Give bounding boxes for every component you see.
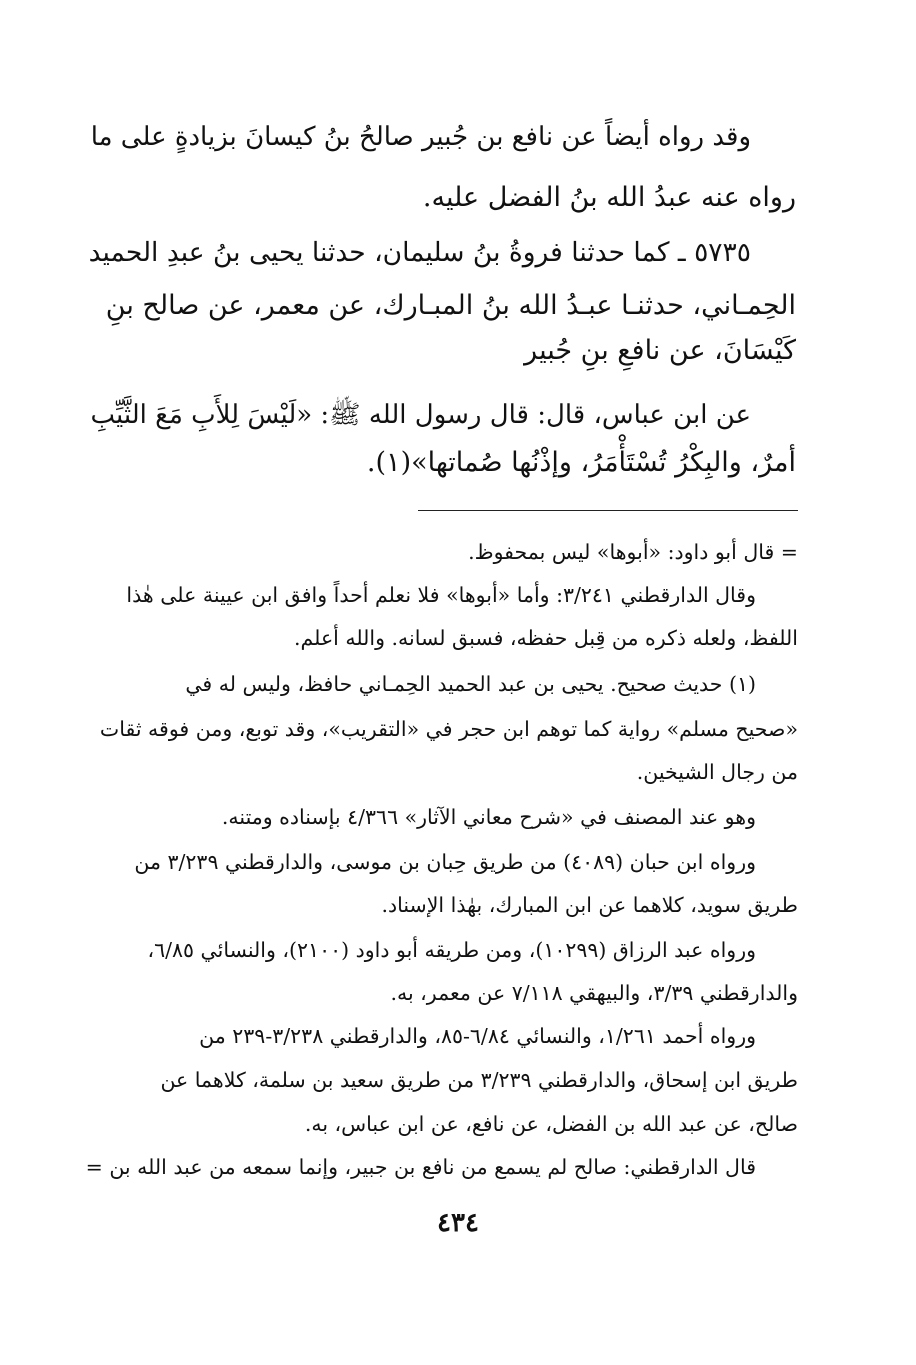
main-para1-line2: رواه عنه عبدُ الله بنُ الفضل عليه. — [422, 182, 796, 213]
footnote-1-line2: «صحيح مسلم» رواية كما توهم ابن حجر في «التقريب»، وقد توبع، ومن فوقه ثقات — [99, 717, 798, 741]
footnote-para5-line3: صالح، عن عبد الله بن الفضل، عن نافع، عن ابن عباس، به. — [304, 1112, 798, 1136]
main-para1-line1: وقد رواه أيضاً عن نافع بن جُبير صالحُ بنُ كيسانَ بزيادةٍ على ما — [90, 122, 751, 152]
footnote-continuation-2-line1: وقال الدارقطني ٣/٢٤١: وأما «أبوها» فلا نعلم أحداً وافق ابن عيينة على هٰذا — [126, 583, 756, 607]
hadith-isnad-line2: الحِمـاني، حدثنـا عبـدُ الله بنُ المبـارك، عن معمر، عن صالح بنِ — [105, 290, 796, 321]
footnote-para2: وهو عند المصنف في «شرح معاني الآثار» ٤/٣٦٦ بإسناده ومتنه. — [221, 805, 756, 829]
hadith-matn-line1: عن ابن عباس، قال: قال رسول الله ﷺ: «لَيْسَ لِلأَبِ مَعَ الثَّيِّبِ — [90, 400, 751, 430]
hadith-matn-line2: أمرٌ، والبِكْرُ تُسْتَأْمَرُ، وإذْنُها صُماتها»(١). — [366, 447, 796, 478]
footnote-para5-line1: ورواه أحمد ١/٢٦١، والنسائي ٦/٨٤-٨٥، والدارقطني ٣/٢٣٨-٢٣٩ من — [199, 1024, 756, 1048]
footnote-separator — [418, 510, 798, 511]
footnote-para3-line1: ورواه ابن حبان (٤٠٨٩) من طريق حِبان بن موسى، والدارقطني ٣/٢٣٩ من — [134, 850, 756, 874]
footnote-continuation-1: = قال أبو داود: «أبوها» ليس بمحفوظ. — [468, 540, 798, 564]
page-number: ٤٣٤ — [437, 1208, 479, 1238]
footnote-para4-line2: والدارقطني ٣/٣٩، والبيهقي ٧/١١٨ عن معمر، به. — [390, 981, 798, 1005]
footnote-para5-line2: طريق ابن إسحاق، والدارقطني ٣/٢٣٩ من طريق سعيد بن سلمة، كلاهما عن — [160, 1068, 798, 1092]
footnote-1-line1: (١) حديث صحيح. يحيى بن عبد الحميد الحِمـاني حافظ، وليس له في — [185, 672, 756, 696]
hadith-isnad-line3: كَيْسَانَ، عن نافعِ بنِ جُبير — [524, 335, 796, 366]
footnote-para3-line2: طريق سويد، كلاهما عن ابن المبارك، بهٰذا الإسناد. — [381, 893, 798, 917]
footnote-para6: قال الدارقطني: صالح لم يسمع من نافع بن جبير، وإنما سمعه من عبد الله بن = — [85, 1155, 756, 1179]
footnote-continuation-2-line2: اللفظ، ولعله ذكره من قِبل حفظه، فسبق لسانه. والله أعلم. — [294, 626, 798, 650]
hadith-isnad-line1: ٥٧٣٥ ـ كما حدثنا فروةُ بنُ سليمان، حدثنا يحيى بنُ عبدِ الحميد — [88, 237, 751, 268]
footnote-1-line3: من رجال الشيخين. — [636, 760, 798, 784]
footnote-para4-line1: ورواه عبد الرزاق (١٠٢٩٩)، ومن طريقه أبو داود (٢١٠٠)، والنسائي ٦/٨٥، — [147, 938, 756, 962]
